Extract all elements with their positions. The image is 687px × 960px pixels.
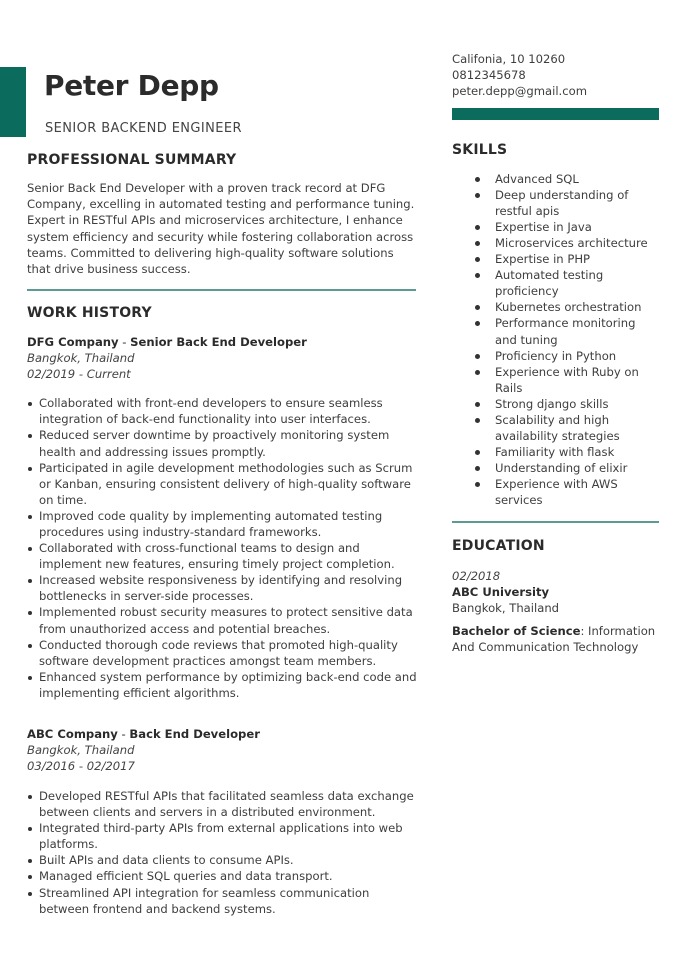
skills-section	[452, 141, 659, 523]
job-entry	[27, 726, 417, 917]
skills-heading: SKILLS	[452, 141, 508, 158]
skill-item: Understanding of elixir	[452, 460, 659, 476]
skills-divider	[452, 521, 659, 523]
job-bullet: Implemented robust security measures to protect sensitive data from unauthorized access and potential breaches.	[27, 604, 417, 636]
job-bullet: Built APIs and data clients to consume APIs.	[27, 852, 417, 868]
education-location: Bangkok, Thailand	[452, 600, 560, 615]
candidate-title: SENIOR BACKEND ENGINEER	[45, 121, 242, 136]
header-accent-block	[0, 67, 26, 137]
left-column	[27, 151, 417, 917]
job-bullet: Conducted thorough code reviews that promoted high-quality software development practices amongst team members.	[27, 637, 417, 669]
job-bullet: Streamlined API integration for seamless communication between frontend and backend systems.	[27, 885, 417, 917]
contact-section	[452, 51, 659, 120]
work-history-section	[27, 304, 417, 917]
job-entry	[27, 334, 417, 701]
skill-item: Experience with Ruby on Rails	[452, 364, 659, 396]
education-section	[452, 537, 659, 655]
job-separator: -	[118, 335, 131, 350]
job-location: Bangkok, Thailand	[27, 743, 135, 757]
skill-item: Expertise in PHP	[452, 251, 659, 267]
skill-item: Deep understanding of restful apis	[452, 187, 659, 219]
skill-item: Automated testing proficiency	[452, 267, 659, 299]
skill-item: Advanced SQL	[452, 171, 659, 187]
job-bullet: Collaborated with cross-functional teams to design and implement new features, ensuring timely project completion.	[27, 540, 417, 572]
skill-item: Performance monitoring and tuning	[452, 315, 659, 347]
skill-item: Strong django skills	[452, 396, 659, 412]
candidate-name: Peter Depp	[44, 69, 219, 102]
job-bullet: Managed efficient SQL queries and data transport.	[27, 868, 417, 884]
contact-address: Califonia, 10 10260	[452, 52, 566, 66]
job-role: Back End Developer	[129, 727, 260, 741]
contact-accent-bar	[452, 108, 659, 120]
contact-phone: 0812345678	[452, 68, 526, 83]
job-header	[27, 334, 417, 350]
job-location: Bangkok, Thailand	[27, 351, 135, 366]
education-field: Information And Communication Technology	[452, 623, 656, 654]
job-header	[27, 726, 417, 742]
job-bullet: Increased website responsiveness by identifying and resolving bottlenecks in server-side processes.	[27, 572, 417, 604]
education-date: 02/2018	[452, 568, 501, 583]
education-degree: Bachelor of Science	[452, 623, 581, 638]
job-bullet: Improved code quality by implementing automated testing procedures using industry-standard frameworks.	[27, 508, 417, 540]
skill-item: Proficiency in Python	[452, 348, 659, 364]
job-bullet: Developed RESTful APIs that facilitated seamless data exchange between clients and servers in a distributed environment.	[27, 788, 417, 820]
summary-heading: PROFESSIONAL SUMMARY	[27, 152, 237, 168]
job-dates: 03/2016 - 02/2017	[27, 759, 135, 773]
job-bullets	[27, 395, 417, 701]
job-bullet: Integrated third-party APIs from external applications into web platforms.	[27, 820, 417, 852]
summary-text: Senior Back End Developer with a proven track record at DFG Company, excelling in automated testing and performance tuning. Expert in RESTful APIs and microservices architecture, I enhance system efficiency and security while fostering collaboration across teams. Committed to delivering high-quality software solutions that drive business success.	[27, 181, 415, 277]
job-company: ABC Company	[27, 727, 118, 741]
right-column	[452, 51, 659, 655]
education-school: ABC University	[452, 584, 550, 599]
job-bullet: Collaborated with front-end developers to ensure seamless integration of back-end functionality into user interfaces.	[27, 395, 417, 427]
skill-item: Scalability and high availability strategies	[452, 412, 659, 444]
job-company: DFG Company	[27, 335, 119, 350]
job-bullet: Reduced server downtime by proactively monitoring system health and addressing issues promptly.	[27, 427, 417, 459]
education-heading: EDUCATION	[452, 537, 545, 554]
work-history-heading: WORK HISTORY	[27, 305, 152, 322]
skills-list	[452, 171, 659, 509]
job-role: Senior Back End Developer	[130, 335, 307, 350]
education-degree-separator: :	[580, 623, 589, 638]
contact-email[interactable]: peter.depp@gmail.com	[452, 84, 588, 99]
skill-item: Kubernetes orchestration	[452, 299, 659, 315]
job-bullet: Participated in agile development methodologies such as Scrum or Kanban, ensuring consistent delivery of high-quality software on time.	[27, 460, 417, 508]
job-dates: 02/2019 - Current	[27, 367, 131, 382]
skill-item: Familiarity with flask	[452, 444, 659, 460]
job-bullet: Enhanced system performance by optimizing back-end code and implementing efficient algorithms.	[27, 669, 417, 701]
professional-summary-section	[27, 151, 417, 291]
skill-item: Experience with AWS services	[452, 476, 659, 508]
skill-item: Microservices architecture	[452, 235, 659, 251]
summary-divider	[27, 289, 416, 291]
job-separator: -	[117, 727, 130, 741]
skill-item: Expertise in Java	[452, 219, 659, 235]
job-bullets	[27, 788, 417, 917]
education-degree-line	[452, 623, 659, 655]
